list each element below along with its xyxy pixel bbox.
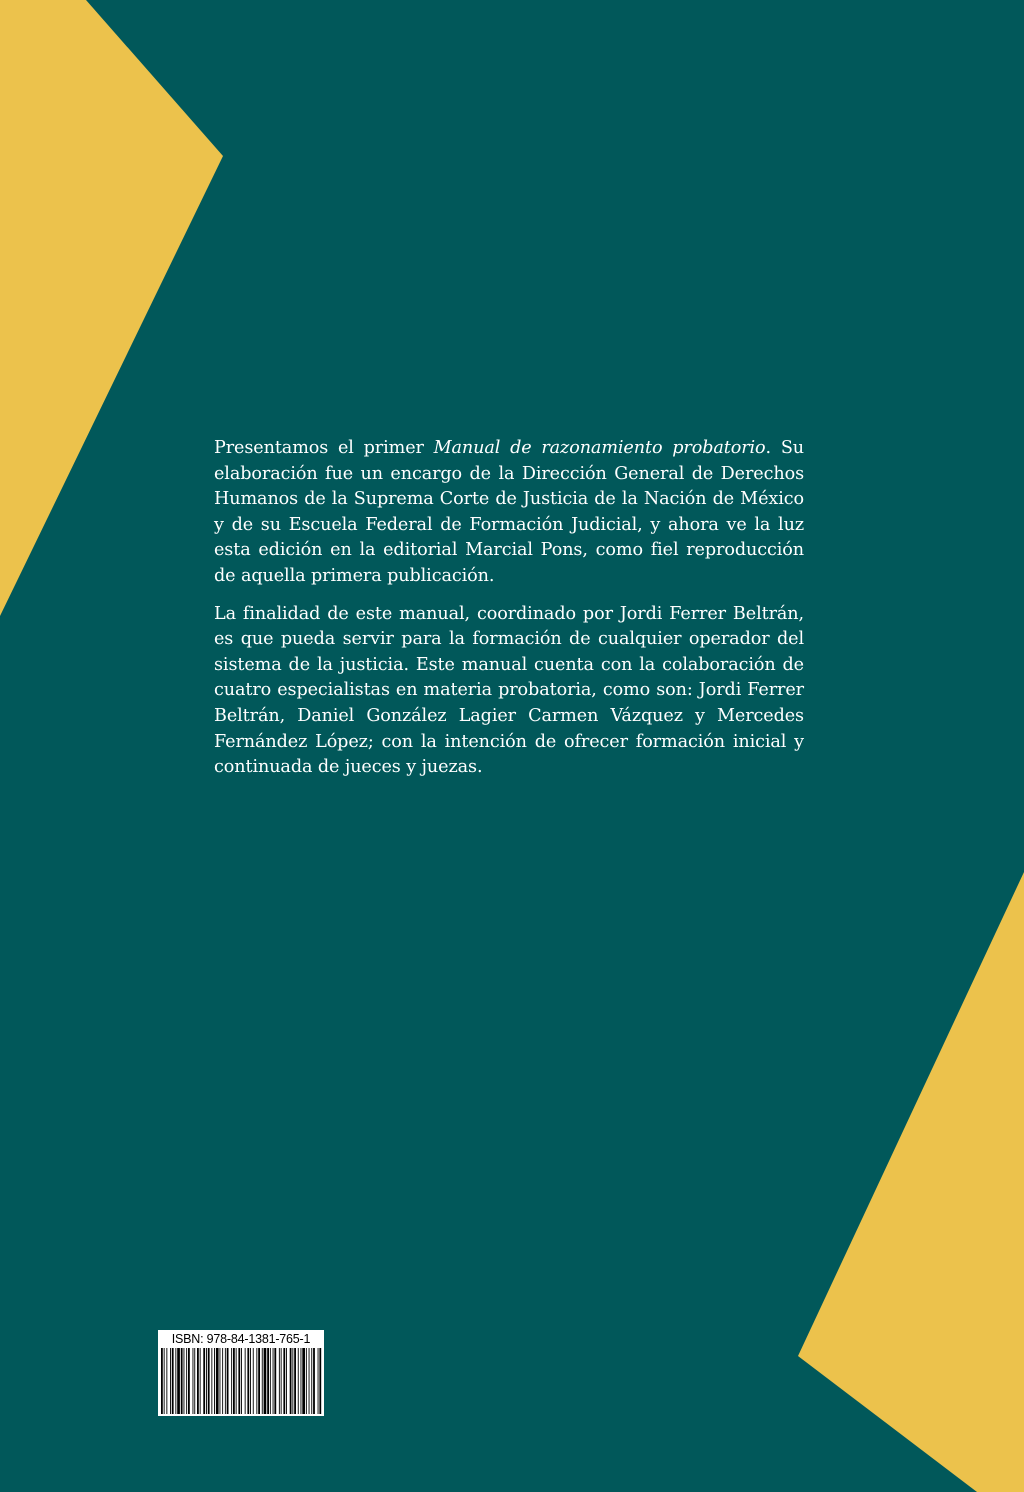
book-title-italic: Manual de razonamiento probatorio <box>433 438 766 458</box>
blurb-paragraph-1 <box>214 436 804 590</box>
back-cover-blurb <box>214 436 804 793</box>
blurb-p1-lead: Presentamos el primer <box>214 438 434 458</box>
barcode-bars <box>160 1348 322 1414</box>
isbn-label: ISBN: 978-84-1381-765-1 <box>171 1332 311 1346</box>
blurb-paragraph-2: La finalidad de este manual, coordinado por Jordi Ferrer Beltrán, es que pueda servir para la formación de cualquier operador del sistema de la justicia. Este manual cuenta con la colaboración de cuatro especialistas en materia probatoria, como son: Jordi Ferrer Beltrán, Daniel González Lagier Carmen Vázquez y Mercedes Fernández López; con la intención de ofrecer formación inicial y continuada de jueces y juezas. <box>214 603 804 778</box>
top-left-yellow-triangle <box>0 0 223 616</box>
blurb-p1-rest: . Su elaboración fue un encargo de la Dirección General de Derechos Humanos de la Suprema Corte de Justicia de la Nación de México y de su Escuela Federal de Formación Judicial, y ahora ve la luz esta edición en la editorial Marcial Pons, como fiel reproducción de aquella primera publicación. <box>214 438 805 586</box>
barcode <box>158 1330 324 1416</box>
bottom-right-yellow-triangle <box>798 872 1024 1492</box>
